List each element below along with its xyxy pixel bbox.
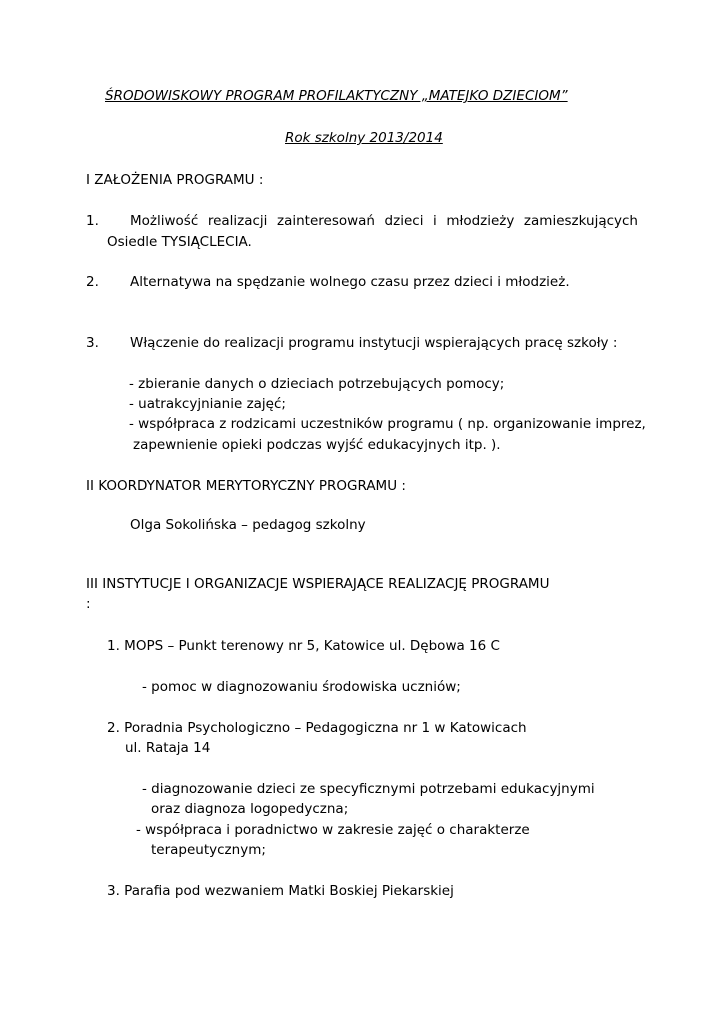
item-3-number: 3. — [86, 335, 99, 351]
institution-2-note-1: - diagnozowanie dzieci ze specyficznymi potrzebami edukacyjnymi — [142, 781, 595, 797]
coordinator-name: Olga Sokolińska – pedagog szkolny — [130, 517, 366, 533]
section-3-heading-cont: : — [86, 596, 91, 612]
institution-2-title: 2. Poradnia Psychologiczno – Pedagogiczna nr 1 w Katowicach — [107, 720, 527, 736]
institution-2-address: ul. Rataja 14 — [125, 740, 211, 756]
section-1-heading: I ZAŁOŻENIA PROGRAMU : — [86, 172, 264, 188]
item-1-text-cont: Osiedle TYSIĄCLECIA. — [107, 234, 252, 250]
institution-1-note: - pomoc w diagnozowaniu środowiska uczniów; — [142, 679, 461, 695]
document-title: ŚRODOWISKOWY PROGRAM PROFILAKTYCZNY „MATEJKO DZIECIOM” — [105, 88, 568, 104]
institution-3-title: 3. Parafia pod wezwaniem Matki Boskiej Piekarskiej — [107, 883, 454, 899]
institution-2-note-2-cont: terapeutycznym; — [151, 842, 266, 858]
institution-2-note-2: - współpraca i poradnictwo w zakresie zajęć o charakterze — [136, 822, 530, 838]
support-bullet-1: - zbieranie danych o dzieciach potrzebujących pomocy; — [129, 376, 505, 392]
institution-2-note-1-cont: oraz diagnoza logopedyczna; — [151, 801, 349, 817]
institution-1-title: 1. MOPS – Punkt terenowy nr 5, Katowice ul. Dębowa 16 C — [107, 638, 500, 654]
school-year-subtitle: Rok szkolny 2013/2014 — [285, 130, 443, 146]
item-1-number: 1. — [86, 213, 99, 229]
support-bullet-3-cont: zapewnienie opieki podczas wyjść edukacyjnych itp. ). — [133, 437, 501, 453]
item-2-number: 2. — [86, 274, 99, 290]
section-2-heading: II KOORDYNATOR MERYTORYCZNY PROGRAMU : — [86, 478, 406, 494]
item-1-text: Możliwość realizacji zainteresowań dzieci i młodzieży zamieszkujących — [130, 213, 638, 229]
support-bullet-3: - współpraca z rodzicami uczestników programu ( np. organizowanie imprez, — [129, 416, 646, 432]
section-3-heading: III INSTYTUCJE I ORGANIZACJE WSPIERAJĄCE REALIZACJĘ PROGRAMU — [86, 576, 550, 592]
support-bullet-2: - uatrakcyjnianie zajęć; — [129, 396, 286, 412]
item-3-text: Włączenie do realizacji programu instytucji wspierających pracę szkoły : — [130, 335, 618, 351]
item-2-text: Alternatywa na spędzanie wolnego czasu przez dzieci i młodzież. — [130, 274, 570, 290]
